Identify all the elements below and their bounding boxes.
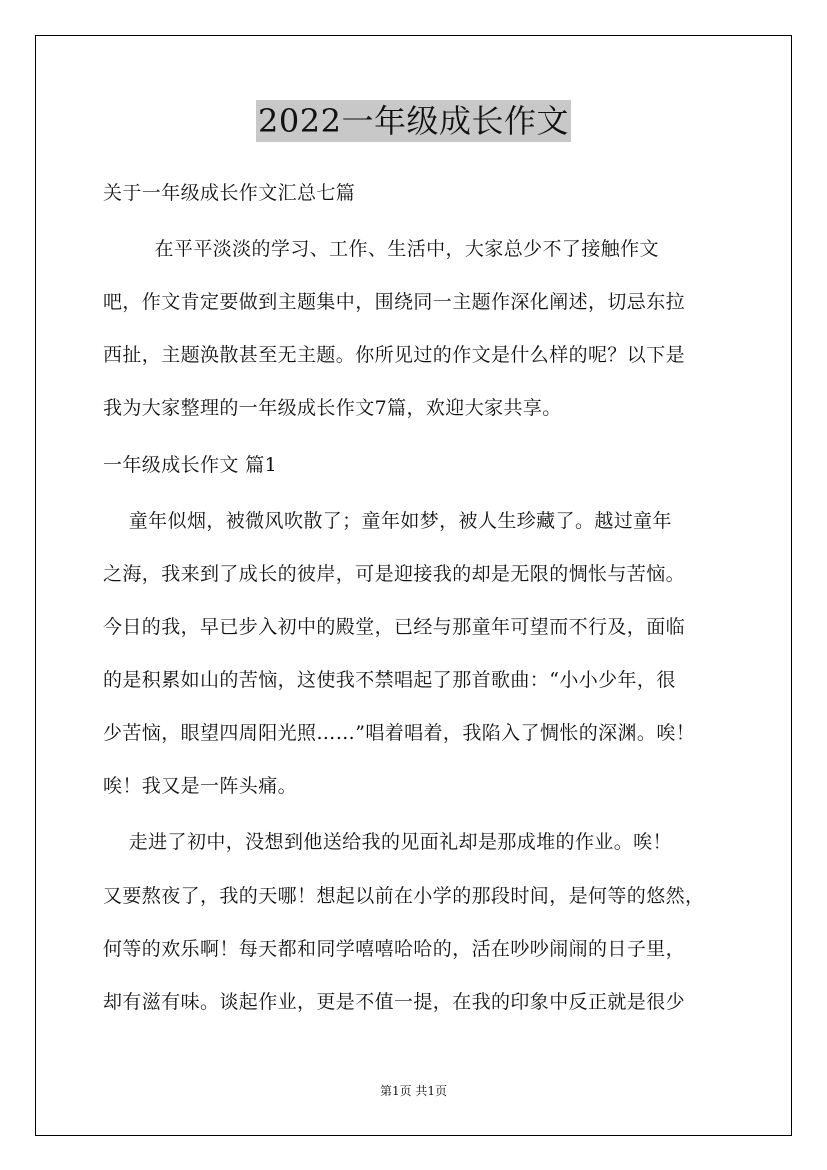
- paragraph-line: 走进了初中，没想到他送给我的见面礼却是那成堆的作业。唉！: [103, 831, 672, 853]
- title-container: [0, 100, 827, 142]
- paragraph-line: 吧，作文肯定要做到主题集中，围绕同一主题作深化阐述，切忌东拉: [103, 291, 686, 313]
- paragraph-line: 却有滋有味。谈起作业，更是不值一提，在我的印象中反正就是很少: [103, 991, 686, 1013]
- paragraph-line: 又要熬夜了，我的天哪！想起以前在小学的那段时间，是何等的悠然，: [103, 885, 705, 907]
- paragraph-line: 的是积累如山的苦恼，这使我不禁唱起了那首歌曲：“小小少年，很: [103, 669, 676, 691]
- page-footer: 第1页 共1页: [379, 1084, 448, 1098]
- document-title: 2022一年级成长作文: [258, 102, 569, 140]
- paragraph-line: 少苦恼，眼望四周阳光照……”唱着唱着，我陷入了惆怅的深渊。唉！: [103, 722, 696, 744]
- section-heading: 一年级成长作文 篇1: [103, 454, 278, 476]
- paragraph-line: 童年似烟，被微风吹散了；童年如梦，被人生珍藏了。越过童年: [103, 510, 672, 532]
- paragraph-line: 唉！我又是一阵头痛。: [103, 775, 298, 797]
- paragraph-line: 之海，我来到了成长的彼岸，可是迎接我的却是无限的惆怅与苦恼。: [103, 563, 686, 585]
- paragraph-line: 我为大家整理的一年级成长作文7篇，欢迎大家共享。: [103, 397, 562, 419]
- paragraph-line: 何等的欢乐啊！每天都和同学嘻嘻哈哈的，活在吵吵闹闹的日子里，: [103, 938, 686, 960]
- paragraph-line: 今日的我，早已步入初中的殿堂，已经与那童年可望而不行及，面临: [103, 616, 686, 638]
- paragraph-line: 西扯，主题涣散甚至无主题。你所见过的作文是什么样的呢？以下是: [103, 344, 686, 366]
- subtitle-line: 关于一年级成长作文汇总七篇: [103, 182, 356, 204]
- paragraph-line: 在平平淡淡的学习、工作、生活中，大家总少不了接触作文: [103, 238, 659, 260]
